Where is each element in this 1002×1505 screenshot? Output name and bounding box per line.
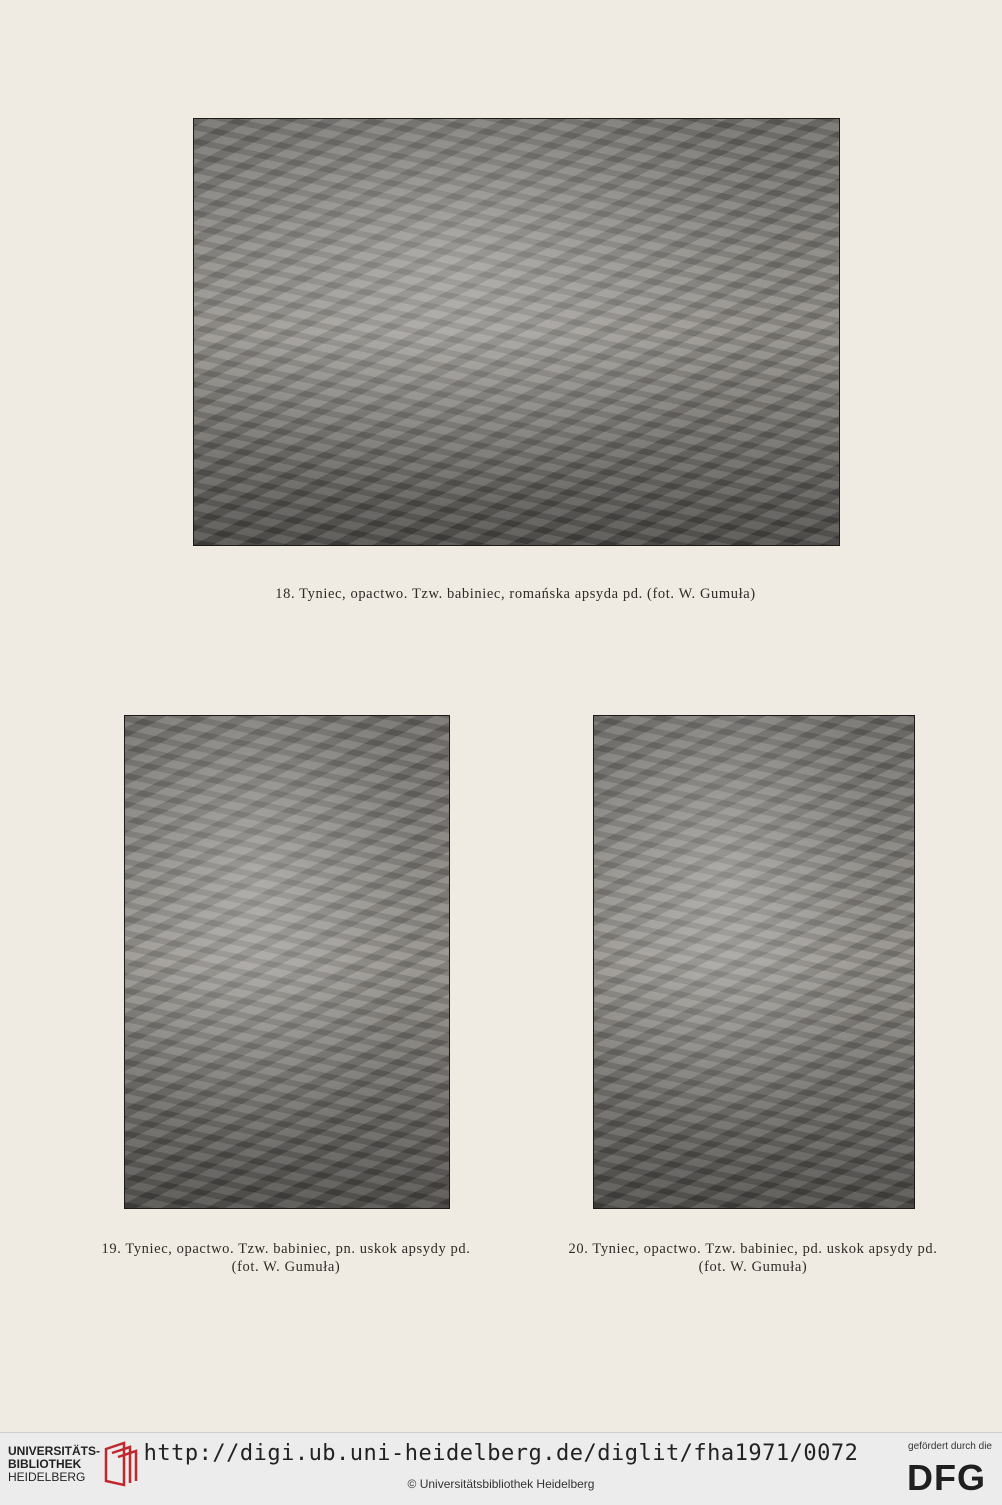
library-line-3: HEIDELBERG [8,1470,86,1484]
caption-20-line-2: (fot. W. Gumuła) [698,1259,808,1275]
caption-19-line-2: (fot. W. Gumuła) [231,1259,341,1275]
caption-20-line-1: 20. Tyniec, opactwo. Tzw. babiniec, pd. uskok apsydy pd. [568,1241,938,1257]
caption-figure-20 [530,1240,976,1276]
photo-apse-arch [193,118,840,546]
copyright-notice: © Universitätsbibliothek Heidelberg [407,1477,595,1491]
funded-by-label: gefördert durch die [908,1441,992,1452]
library-line-2: BIBLIOTHEK [8,1457,82,1471]
footer-bar [0,1432,1002,1505]
photo-north-apse-step [124,715,450,1209]
permalink-url[interactable]: http://digi.ub.uni-heidelberg.de/diglit/fha1971/0072 [143,1441,859,1466]
caption-figure-18 [193,585,838,603]
caption-19-line-1: 19. Tyniec, opactwo. Tzw. babiniec, pn. uskok apsydy pd. [101,1241,471,1257]
library-line-1: UNIVERSITÄTS- [8,1444,101,1458]
photo-south-apse-step [593,715,915,1209]
dfg-logo[interactable]: DFG [907,1457,986,1498]
caption-18-line-1: 18. Tyniec, opactwo. Tzw. babiniec, romańska apsyda pd. (fot. W. Gumuła) [275,586,756,602]
caption-figure-19 [60,1240,512,1276]
